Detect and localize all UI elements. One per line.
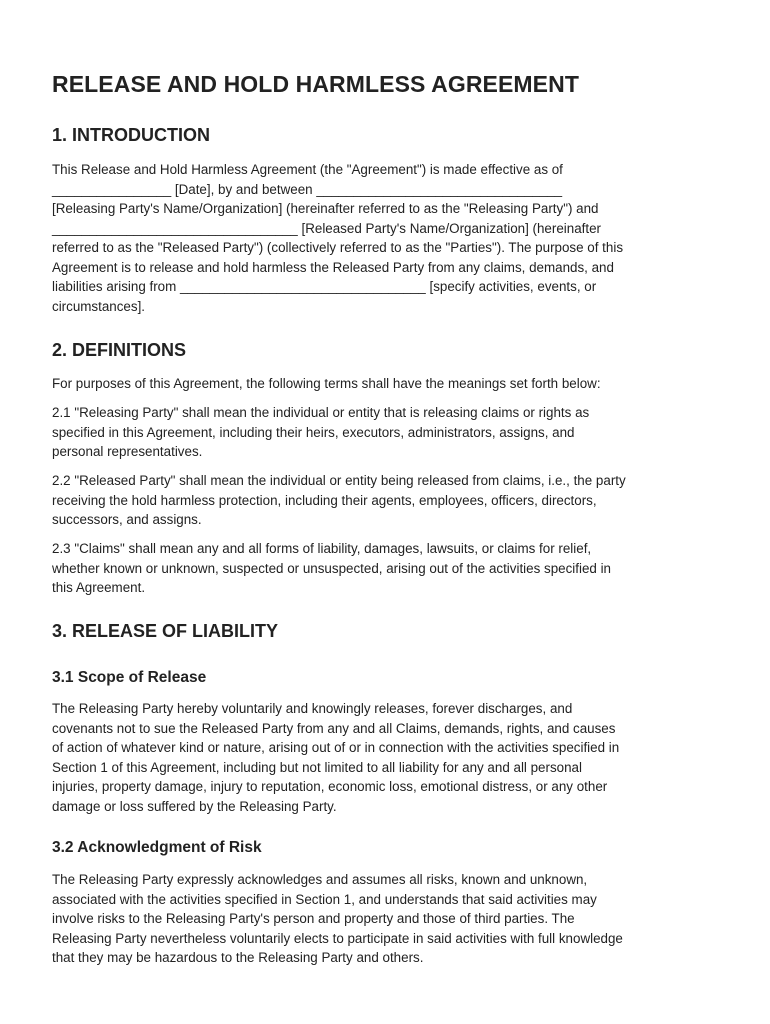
subsection-heading-acknowledgment-of-risk: 3.2 Acknowledgment of Risk xyxy=(52,839,262,856)
acknowledgment-of-risk-paragraph xyxy=(52,870,623,968)
text-line: receiving the hold harmless protection, including their agents, employees, officers, directors, xyxy=(52,492,597,508)
introduction-paragraph xyxy=(52,160,623,316)
text-line: specified in this Agreement, including their heirs, executors, administrators, assigns, and xyxy=(52,424,575,440)
text-line: successors, and assigns. xyxy=(52,512,202,527)
definition-released-party xyxy=(52,471,626,530)
text-line: Agreement is to release and hold harmless the Released Party from any claims, demands, and xyxy=(52,259,614,275)
text-line: ________________ [Date], by and between _________________________________ xyxy=(52,181,563,197)
text-line: circumstances]. xyxy=(52,298,146,314)
definition-claims xyxy=(52,539,611,598)
text-line: Releasing Party nevertheless voluntarily elects to participate in said activities with full knowledge xyxy=(52,930,623,946)
text-line: 2.3 "Claims" shall mean any and all forms of liability, damages, lawsuits, or claims for relief, xyxy=(52,541,592,556)
section-heading-definitions: 2. DEFINITIONS xyxy=(52,340,187,360)
text-line: _________________________________ [Released Party's Name/Organization] (hereinafter xyxy=(52,220,602,236)
text-line: associated with the activities specified in Section 1, and understands that said activities may xyxy=(52,891,597,907)
text-line: injuries, property damage, injury to reputation, economic loss, emotional distress, or any other xyxy=(52,779,608,794)
text-line: The Releasing Party hereby voluntarily and knowingly releases, forever discharges, and xyxy=(52,701,573,716)
section-heading-release-of-liability: 3. RELEASE OF LIABILITY xyxy=(52,621,279,641)
definition-releasing-party xyxy=(52,403,589,462)
text-line: Section 1 of this Agreement, including but not limited to all liability for any and all personal xyxy=(52,759,582,775)
text-line: This Release and Hold Harmless Agreement (the "Agreement") is made effective as of xyxy=(52,162,563,177)
text-line: whether known or unknown, suspected or unsuspected, arising out of the activities specified in xyxy=(52,560,612,576)
subsection-heading-scope-of-release: 3.1 Scope of Release xyxy=(52,669,207,686)
text-line: For purposes of this Agreement, the following terms shall have the meanings set forth below: xyxy=(52,376,601,391)
text-line: personal representatives. xyxy=(52,444,203,459)
text-line: this Agreement. xyxy=(52,580,146,595)
text-line: damage or loss suffered by the Releasing Party. xyxy=(52,798,337,814)
text-line: 2.1 "Releasing Party" shall mean the individual or entity that is releasing claims or rights as xyxy=(52,405,590,420)
text-line: of action of whatever kind or nature, arising out of or in connection with the activities specified in xyxy=(52,740,620,755)
text-line: involve risks to the Releasing Party's person and property and those of third parties. The xyxy=(52,911,575,926)
text-line: referred to as the "Released Party") (collectively referred to as the "Parties"). The purpose of this xyxy=(52,240,624,255)
text-line: covenants not to sue the Released Party from any and all Claims, demands, rights, and causes xyxy=(52,720,616,736)
document-title: RELEASE AND HOLD HARMLESS AGREEMENT xyxy=(52,71,579,97)
text-line: that they may be hazardous to the Releasing Party and others. xyxy=(52,950,424,965)
text-line: The Releasing Party expressly acknowledges and assumes all risks, known and unknown, xyxy=(52,872,588,887)
scope-of-release-paragraph xyxy=(52,699,619,816)
text-line: liabilities arising from _________________________________ [specify activities, events, or xyxy=(52,279,597,294)
definitions-intro-paragraph xyxy=(52,374,601,394)
section-heading-introduction: 1. INTRODUCTION xyxy=(52,125,211,145)
text-line: 2.2 "Released Party" shall mean the individual or entity being released from claims, i.e., the party xyxy=(52,473,626,488)
text-line: [Releasing Party's Name/Organization] (hereinafter referred to as the "Releasing Party") and xyxy=(52,201,599,216)
